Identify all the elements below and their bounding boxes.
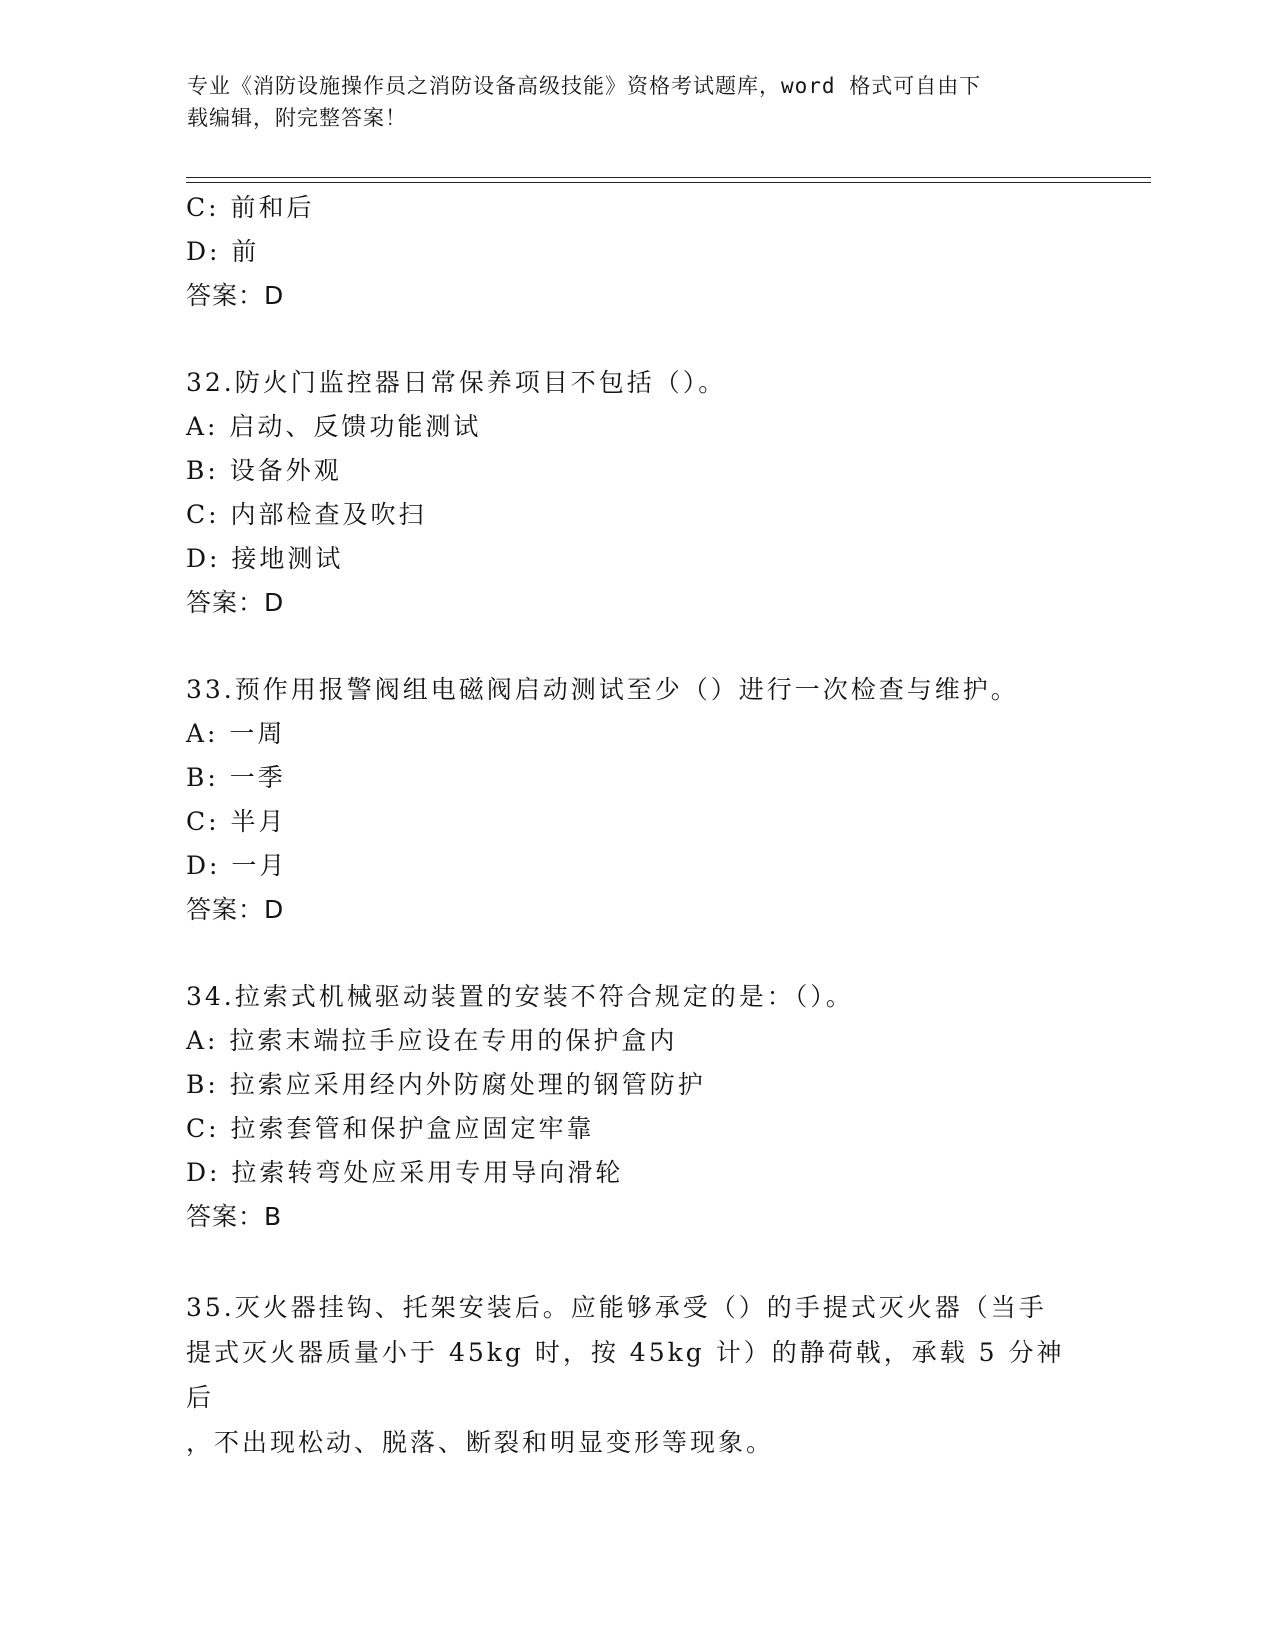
q32-answer: 答案：D — [186, 588, 285, 617]
prev-option-c: C: 前和后 — [186, 193, 315, 222]
header-divider-top — [186, 177, 1151, 178]
q32-option-b: B: 设备外观 — [186, 456, 342, 485]
q34-option-d: D: 拉索转弯处应采用专用导向滑轮 — [186, 1158, 624, 1187]
q33-answer: 答案：D — [186, 895, 285, 924]
q35-stem-line-3: ，不出现松动、脱落、断裂和明显变形等现象。 — [186, 1428, 775, 1457]
header-divider-bottom — [186, 182, 1151, 183]
q33-option-a: A: 一周 — [186, 719, 286, 748]
q33-stem: 33.预作用报警阀组电磁阀启动测试至少（）进行一次检查与维护。 — [186, 675, 1019, 704]
q34-option-c: C: 拉索套管和保护盒应固定牢靠 — [186, 1114, 595, 1143]
header-line-2: 载编辑，附完整答案！ — [187, 106, 407, 130]
q32-stem: 32.防火门监控器日常保养项目不包括（）。 — [186, 368, 727, 397]
document-header — [187, 70, 1067, 134]
q34-option-b: B: 拉索应采用经内外防腐处理的钢管防护 — [186, 1070, 706, 1099]
header-line-1: 专业《消防设施操作员之消防设备高级技能》资格考试题库，word 格式可自由下 — [187, 74, 982, 98]
q34-stem: 34.拉索式机械驱动装置的安装不符合规定的是：（）。 — [186, 982, 854, 1011]
q33-option-c: C: 半月 — [186, 807, 287, 836]
q34-option-a: A: 拉索末端拉手应设在专用的保护盒内 — [186, 1026, 678, 1055]
q35-stem — [186, 1285, 1086, 1465]
q32-option-c: C: 内部检查及吹扫 — [186, 500, 427, 529]
q34-answer: 答案：B — [186, 1202, 283, 1231]
q35-stem-line-2: 提式灭火器质量小于 45kg 时，按 45kg 计）的静荷戟，承载 5 分神后 — [186, 1338, 1065, 1412]
prev-answer: 答案：D — [186, 281, 285, 310]
q32-option-d: D: 接地测试 — [186, 544, 344, 573]
q33-option-b: B: 一季 — [186, 763, 286, 792]
prev-option-d: D: 前 — [186, 237, 260, 266]
q35-stem-line-1: 35.灭火器挂钩、托架安装后。应能够承受（）的手提式灭火器（当手 — [186, 1293, 1047, 1322]
q33-option-d: D: 一月 — [186, 851, 288, 880]
q32-option-a: A: 启动、反馈功能测试 — [186, 412, 482, 441]
